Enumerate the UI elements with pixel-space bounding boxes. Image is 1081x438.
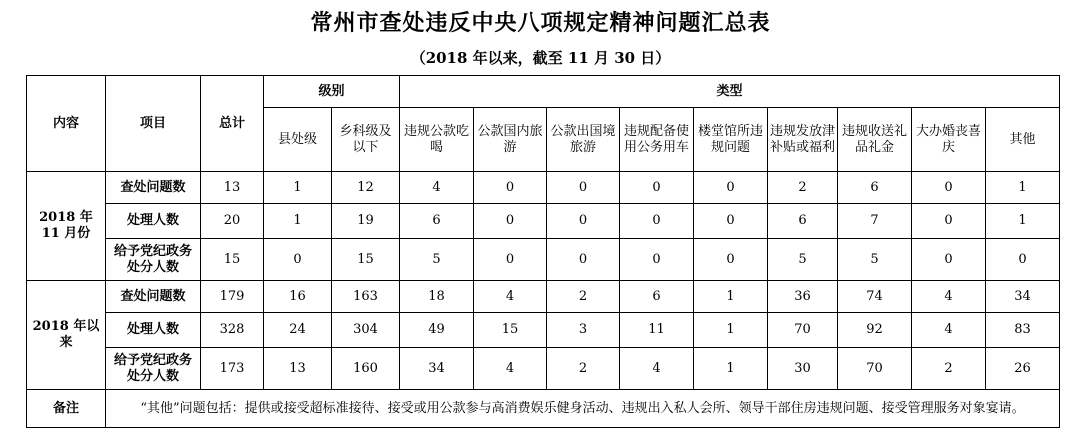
document-title: 常州市查处违反中央八项规定精神问题汇总表 bbox=[310, 10, 771, 36]
table-cell: 4 bbox=[912, 313, 986, 348]
column-header: 违规公款吃喝 bbox=[400, 108, 474, 172]
column-header: 违规发放津补贴或福利 bbox=[768, 108, 838, 172]
row-item-label: 处理人数 bbox=[106, 313, 201, 348]
table-cell: 13 bbox=[201, 172, 264, 204]
table-cell: 26 bbox=[986, 348, 1060, 390]
column-header: 违规收送礼品礼金 bbox=[838, 108, 912, 172]
table-cell: 15 bbox=[474, 313, 547, 348]
table-cell: 0 bbox=[264, 239, 332, 281]
row-item-label: 查处问题数 bbox=[106, 172, 201, 204]
table-row bbox=[27, 281, 1060, 313]
header-level: 级别 bbox=[264, 76, 400, 108]
table-cell: 2 bbox=[547, 348, 620, 390]
row-item-label: 给予党纪政务处分人数 bbox=[106, 348, 201, 390]
table-row bbox=[27, 239, 1060, 281]
table-cell: 1 bbox=[986, 204, 1060, 239]
table-cell: 304 bbox=[332, 313, 400, 348]
table-cell: 4 bbox=[400, 172, 474, 204]
table-cell: 7 bbox=[838, 204, 912, 239]
table-cell: 6 bbox=[768, 204, 838, 239]
table-cell: 2 bbox=[547, 281, 620, 313]
header-total: 总计 bbox=[201, 76, 264, 172]
table-cell: 6 bbox=[838, 172, 912, 204]
table-cell: 0 bbox=[694, 204, 768, 239]
column-header: 公款出国境旅游 bbox=[547, 108, 620, 172]
note-text: “其他”问题包括：提供或接受超标准接待、接受或用公款参与高消费娱乐健身活动、违规出入私人会所、领导干部住房违规问题、接受管理服务对象宴请。 bbox=[106, 390, 1060, 428]
summary-table bbox=[26, 75, 1060, 428]
table-cell: 18 bbox=[400, 281, 474, 313]
column-header: 大办婚丧喜庆 bbox=[912, 108, 986, 172]
table-cell: 0 bbox=[474, 204, 547, 239]
table-cell: 0 bbox=[912, 172, 986, 204]
table-cell: 0 bbox=[547, 172, 620, 204]
table-cell: 83 bbox=[986, 313, 1060, 348]
table-cell: 6 bbox=[400, 204, 474, 239]
table-cell: 34 bbox=[986, 281, 1060, 313]
table-cell: 0 bbox=[474, 172, 547, 204]
table-cell: 1 bbox=[694, 281, 768, 313]
header-type: 类型 bbox=[400, 76, 1060, 108]
table-cell: 179 bbox=[201, 281, 264, 313]
table-row bbox=[27, 348, 1060, 390]
table-cell: 0 bbox=[912, 239, 986, 281]
table-cell: 4 bbox=[474, 281, 547, 313]
group-label: 2018 年以来 bbox=[27, 281, 106, 390]
column-header: 其他 bbox=[986, 108, 1060, 172]
table-cell: 6 bbox=[620, 281, 694, 313]
table-cell: 2 bbox=[768, 172, 838, 204]
column-header: 公款国内旅游 bbox=[474, 108, 547, 172]
table-cell: 0 bbox=[620, 204, 694, 239]
column-header: 楼堂馆所违规问题 bbox=[694, 108, 768, 172]
column-header: 县处级 bbox=[264, 108, 332, 172]
table-cell: 3 bbox=[547, 313, 620, 348]
document-subtitle: （2018 年以来，截至 11 月 30 日） bbox=[410, 49, 671, 67]
table-cell: 16 bbox=[264, 281, 332, 313]
table-cell: 4 bbox=[474, 348, 547, 390]
table-cell: 163 bbox=[332, 281, 400, 313]
table-cell: 5 bbox=[838, 239, 912, 281]
table-cell: 173 bbox=[201, 348, 264, 390]
table-cell: 74 bbox=[838, 281, 912, 313]
column-header: 违规配备使用公务用车 bbox=[620, 108, 694, 172]
note-row bbox=[27, 390, 1060, 428]
table-cell: 4 bbox=[912, 281, 986, 313]
table-cell: 0 bbox=[620, 172, 694, 204]
header-item: 项目 bbox=[106, 76, 201, 172]
row-item-label: 处理人数 bbox=[106, 204, 201, 239]
table-cell: 0 bbox=[986, 239, 1060, 281]
table-cell: 0 bbox=[620, 239, 694, 281]
table-cell: 0 bbox=[474, 239, 547, 281]
table-cell: 1 bbox=[694, 348, 768, 390]
table-cell: 36 bbox=[768, 281, 838, 313]
table-cell: 20 bbox=[201, 204, 264, 239]
table-cell: 0 bbox=[912, 204, 986, 239]
table-row bbox=[27, 172, 1060, 204]
table-cell: 92 bbox=[838, 313, 912, 348]
table-cell: 19 bbox=[332, 204, 400, 239]
table-cell: 11 bbox=[620, 313, 694, 348]
table-cell: 1 bbox=[264, 172, 332, 204]
table-cell: 2 bbox=[912, 348, 986, 390]
table-cell: 4 bbox=[620, 348, 694, 390]
group-label: 2018 年 11 月份 bbox=[27, 172, 106, 281]
table-cell: 5 bbox=[400, 239, 474, 281]
header-row-1 bbox=[27, 76, 1060, 108]
header-content: 内容 bbox=[27, 76, 106, 172]
table-cell: 0 bbox=[694, 239, 768, 281]
table-cell: 0 bbox=[547, 204, 620, 239]
table-cell: 12 bbox=[332, 172, 400, 204]
table-cell: 24 bbox=[264, 313, 332, 348]
table-cell: 160 bbox=[332, 348, 400, 390]
table-cell: 5 bbox=[768, 239, 838, 281]
row-item-label: 查处问题数 bbox=[106, 281, 201, 313]
table-cell: 70 bbox=[768, 313, 838, 348]
table-cell: 34 bbox=[400, 348, 474, 390]
table-cell: 0 bbox=[694, 172, 768, 204]
table-cell: 49 bbox=[400, 313, 474, 348]
table-cell: 1 bbox=[694, 313, 768, 348]
table-row bbox=[27, 204, 1060, 239]
table-cell: 15 bbox=[332, 239, 400, 281]
table-cell: 1 bbox=[986, 172, 1060, 204]
table-row bbox=[27, 313, 1060, 348]
table-cell: 0 bbox=[547, 239, 620, 281]
table-cell: 30 bbox=[768, 348, 838, 390]
table-cell: 1 bbox=[264, 204, 332, 239]
table-cell: 15 bbox=[201, 239, 264, 281]
table-cell: 70 bbox=[838, 348, 912, 390]
row-item-label: 给予党纪政务处分人数 bbox=[106, 239, 201, 281]
table-cell: 328 bbox=[201, 313, 264, 348]
table-cell: 13 bbox=[264, 348, 332, 390]
column-header: 乡科级及以下 bbox=[332, 108, 400, 172]
note-label: 备注 bbox=[27, 390, 106, 428]
